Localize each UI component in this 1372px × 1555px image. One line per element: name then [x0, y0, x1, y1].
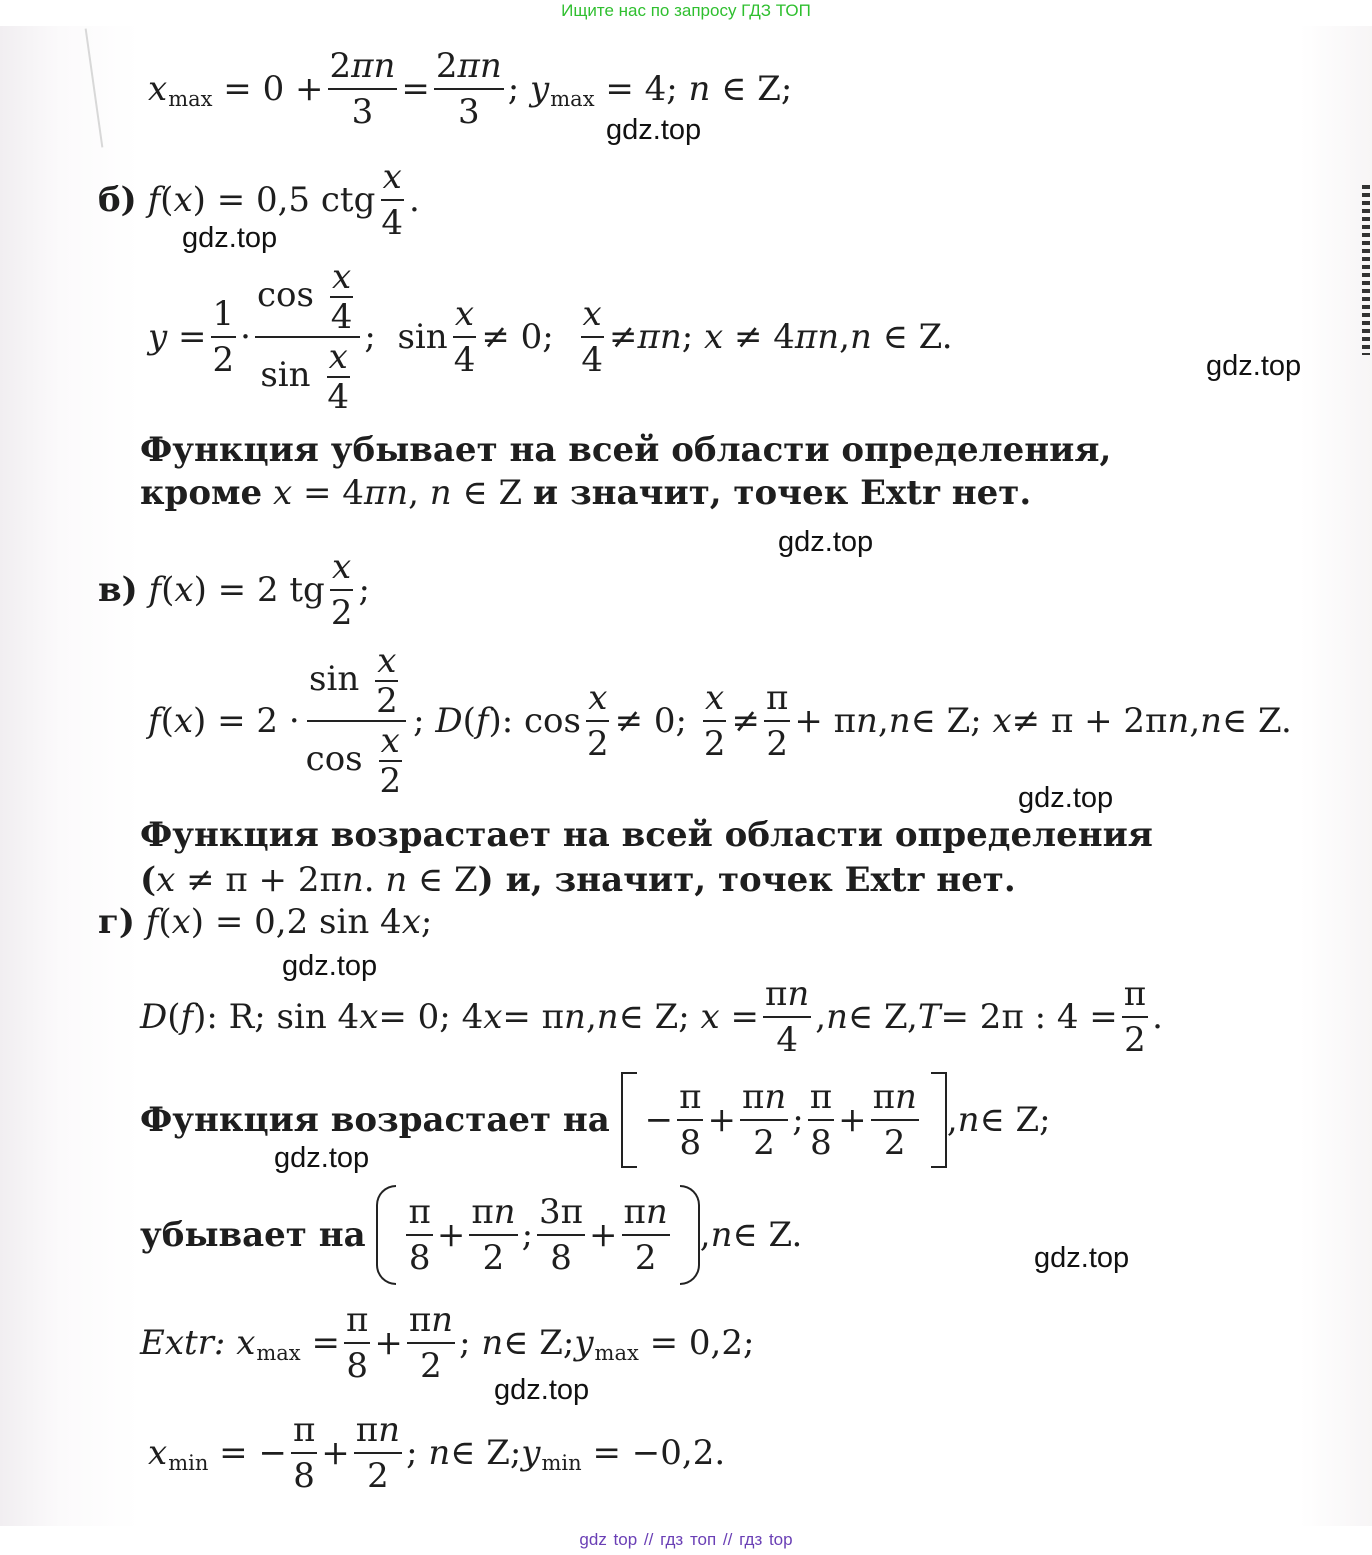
watermark: gdz.top	[182, 222, 278, 254]
part-b-desc-line1: Функция убывает на всей области определения,	[140, 430, 1112, 470]
watermark: gdz.top	[1018, 782, 1114, 814]
part-g-increasing: Функция возрастает на − $\frac{\pi}{8}$ + $\frac{\pi n}{2}$ ; $\frac{\pi}{8}$ + $\frac{\pi n}{2}$ , n ∈ Z;	[140, 1072, 1051, 1168]
part-g-header: г) f(x) = 0,2 sin 4x;	[98, 902, 433, 942]
part-b-desc-line2: кроме x = 4πn, n ∈ Z и значит, точек Extr нет.	[140, 473, 1032, 513]
part-g-label: г)	[98, 902, 135, 942]
watermark: gdz.top	[606, 114, 702, 146]
watermark: gdz.top	[778, 526, 874, 558]
footer-links[interactable]: gdz top // гдз топ // гдз top	[579, 1530, 793, 1549]
watermark: gdz.top	[282, 950, 378, 982]
watermark: gdz.top	[1034, 1242, 1130, 1274]
part-v-header: в) f ( x ) = 2 tg $\frac{x}{2}$ ;	[98, 547, 370, 633]
part-g-domain-formula: D ( f ): R; sin 4 x = 0; 4 x = π n , n ∈ Z; x = $\frac{\pi n}{4}$ , n ∈ Z, T = 2π : 4 = $\frac{\pi}{2}$ .	[140, 974, 1163, 1060]
left-paren	[376, 1185, 396, 1285]
part-g-extr-max: Extr: x max = $\frac{\pi}{8}$ + $\frac{\pi n}{2}$ ; n ∈ Z; y max = 0,2;	[140, 1300, 755, 1386]
watermark: gdz.top	[274, 1142, 370, 1174]
part-b-header: б) f ( x ) = 0,5 ctg $\frac{x}{4}$ .	[98, 157, 420, 243]
right-bracket	[931, 1072, 947, 1168]
right-paren	[680, 1185, 700, 1285]
watermark: gdz.top	[1206, 350, 1302, 382]
part-v-label: в)	[98, 570, 138, 610]
part-b-label: б)	[98, 180, 137, 220]
xmax-formula-a: x max = 0 + $\frac{2\pi n}{3}$ = $\frac{2\pi n}{3}$ ; y max = 4; n ∈ Z;	[148, 46, 793, 132]
part-b-domain-formula: y = $\frac{1}{2}$ · cos $\frac{x}{4}$ sin $\frac{x}{4}$ ; sin $\frac{x}{4}$ ≠ 0; $\frac{x}{4}$ ≠ πn ; x ≠ 4 πn , n ∈ Z.	[148, 257, 953, 417]
part-g-extr-min: x min = − $\frac{\pi}{8}$ + $\frac{\pi n}{2}$ ; n ∈ Z; y min = −0,2.	[148, 1410, 726, 1496]
part-v-desc-line1: Функция возрастает на всей области определения	[140, 815, 1153, 855]
part-g-decreasing: убывает на $\frac{\pi}{8}$ + $\frac{\pi n}{2}$ ; $\frac{3\pi}{8}$ + $\frac{\pi n}{2}$ , n ∈ Z.	[140, 1185, 802, 1285]
left-bracket	[621, 1072, 637, 1168]
page-edge-marks	[1362, 185, 1370, 355]
search-banner[interactable]: Ищите нас по запросу ГДЗ ТОП	[561, 1, 811, 20]
part-v-desc-line2: (x ≠ π + 2πn. n ∈ Z) и, значит, точек Extr нет.	[140, 860, 1016, 900]
watermark: gdz.top	[494, 1374, 590, 1406]
part-v-domain-formula: f ( x ) = 2 · sin $\frac{x}{2}$ cos $\frac{x}{2}$ ; D ( f ): cos $\frac{x}{2}$ ≠ 0; $\frac{x}{2}$ ≠ $\frac{\pi}{2}$ + π n , n ∈ Z; x ≠ π + 2π n , n ∈ Z.	[148, 641, 1292, 801]
